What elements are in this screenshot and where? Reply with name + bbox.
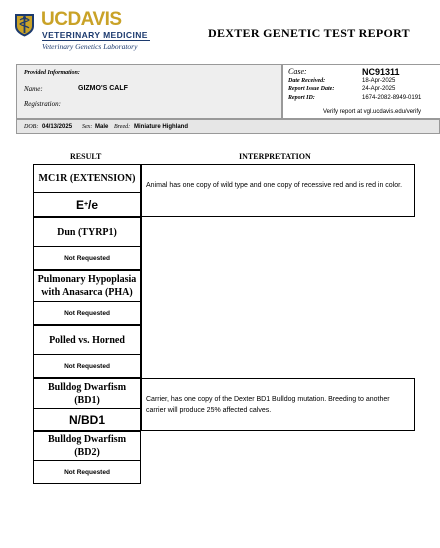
sex-value: Male: [95, 124, 109, 130]
name-value: GIZMO'S CALF: [78, 85, 128, 92]
dob-value: 04/13/2025: [42, 124, 73, 130]
interpretation-mc1r: Animal has one copy of wild type and one copy of recessive red and is red in color.: [141, 164, 415, 217]
test-result-polled: [33, 325, 141, 378]
logo-vet-medicine: VETERINARY MEDICINE: [42, 30, 148, 40]
logo-wordmark: [41, 9, 122, 31]
breed-value: Miniature Highland: [134, 124, 188, 130]
provided-info-panel: [16, 64, 282, 119]
registration-label: Registration:: [24, 100, 61, 108]
report-id-value: 1674-2082-8949-0191: [362, 95, 422, 101]
test-name: Dun (TYRP1): [34, 218, 140, 247]
provided-info-label: Provided Information:: [24, 70, 80, 76]
date-received-label: Date Received:: [288, 78, 326, 84]
case-info-panel: [282, 64, 440, 119]
interpretation-bd1: Carrier, has one copy of the Dexter BD1 Bulldog mutation. Breeding to another carrier will produce 25% affected calves.: [141, 378, 415, 431]
result-column-header: RESULT: [70, 152, 102, 161]
issue-date-label: Report Issue Date:: [288, 86, 335, 92]
test-result-value: Not Requested: [64, 309, 110, 317]
test-name: Bulldog Dwarfism (BD2): [34, 432, 140, 461]
report-id-label: Report ID:: [288, 95, 315, 101]
sex-label: Sex:: [82, 124, 93, 130]
date-received-value: 18-Apr-2025: [362, 78, 396, 84]
report-title: DEXTER GENETIC TEST REPORT: [208, 26, 410, 40]
logo-divider: [42, 40, 150, 41]
interpretation-column-header: INTERPRETATION: [239, 152, 311, 161]
test-result-value: Not Requested: [64, 468, 110, 476]
dob-label: DOB:: [24, 124, 39, 130]
test-name: Pulmonary Hypoplasia with Anasarca (PHA): [34, 271, 140, 302]
test-result-value: Not Requested: [64, 362, 110, 370]
test-name: Polled vs. Horned: [34, 326, 140, 355]
breed-label: Breed:: [114, 124, 131, 130]
interpretation-divider: [141, 217, 142, 378]
test-result-dun: [33, 217, 141, 270]
logo-uc: UC: [41, 9, 68, 30]
verify-link[interactable]: Verify report at vgl.ucdavis.edu/verify: [323, 109, 422, 115]
test-result-value: Not Requested: [64, 254, 110, 262]
logo-davis: DAVIS: [67, 9, 122, 30]
test-result-bd1: [33, 378, 141, 431]
case-value: NC91311: [362, 67, 400, 77]
animal-details-bar: [16, 119, 440, 134]
test-result-mc1r: [33, 164, 141, 217]
test-result-bd2: [33, 431, 141, 484]
case-label: Case:: [288, 67, 307, 76]
logo-lab-name: Veterinary Genetics Laboratory: [42, 42, 138, 51]
test-result-value: N/BD1: [68, 412, 105, 427]
test-name: MC1R (EXTENSION): [34, 165, 140, 193]
test-result-value: E + /e: [75, 197, 99, 212]
name-label: Name:: [24, 85, 43, 93]
issue-date-value: 24-Apr-2025: [362, 86, 396, 92]
test-name: Bulldog Dwarfism (BD1): [34, 379, 140, 409]
test-result-pha: [33, 270, 141, 325]
caduceus-logo-icon: [14, 13, 35, 37]
